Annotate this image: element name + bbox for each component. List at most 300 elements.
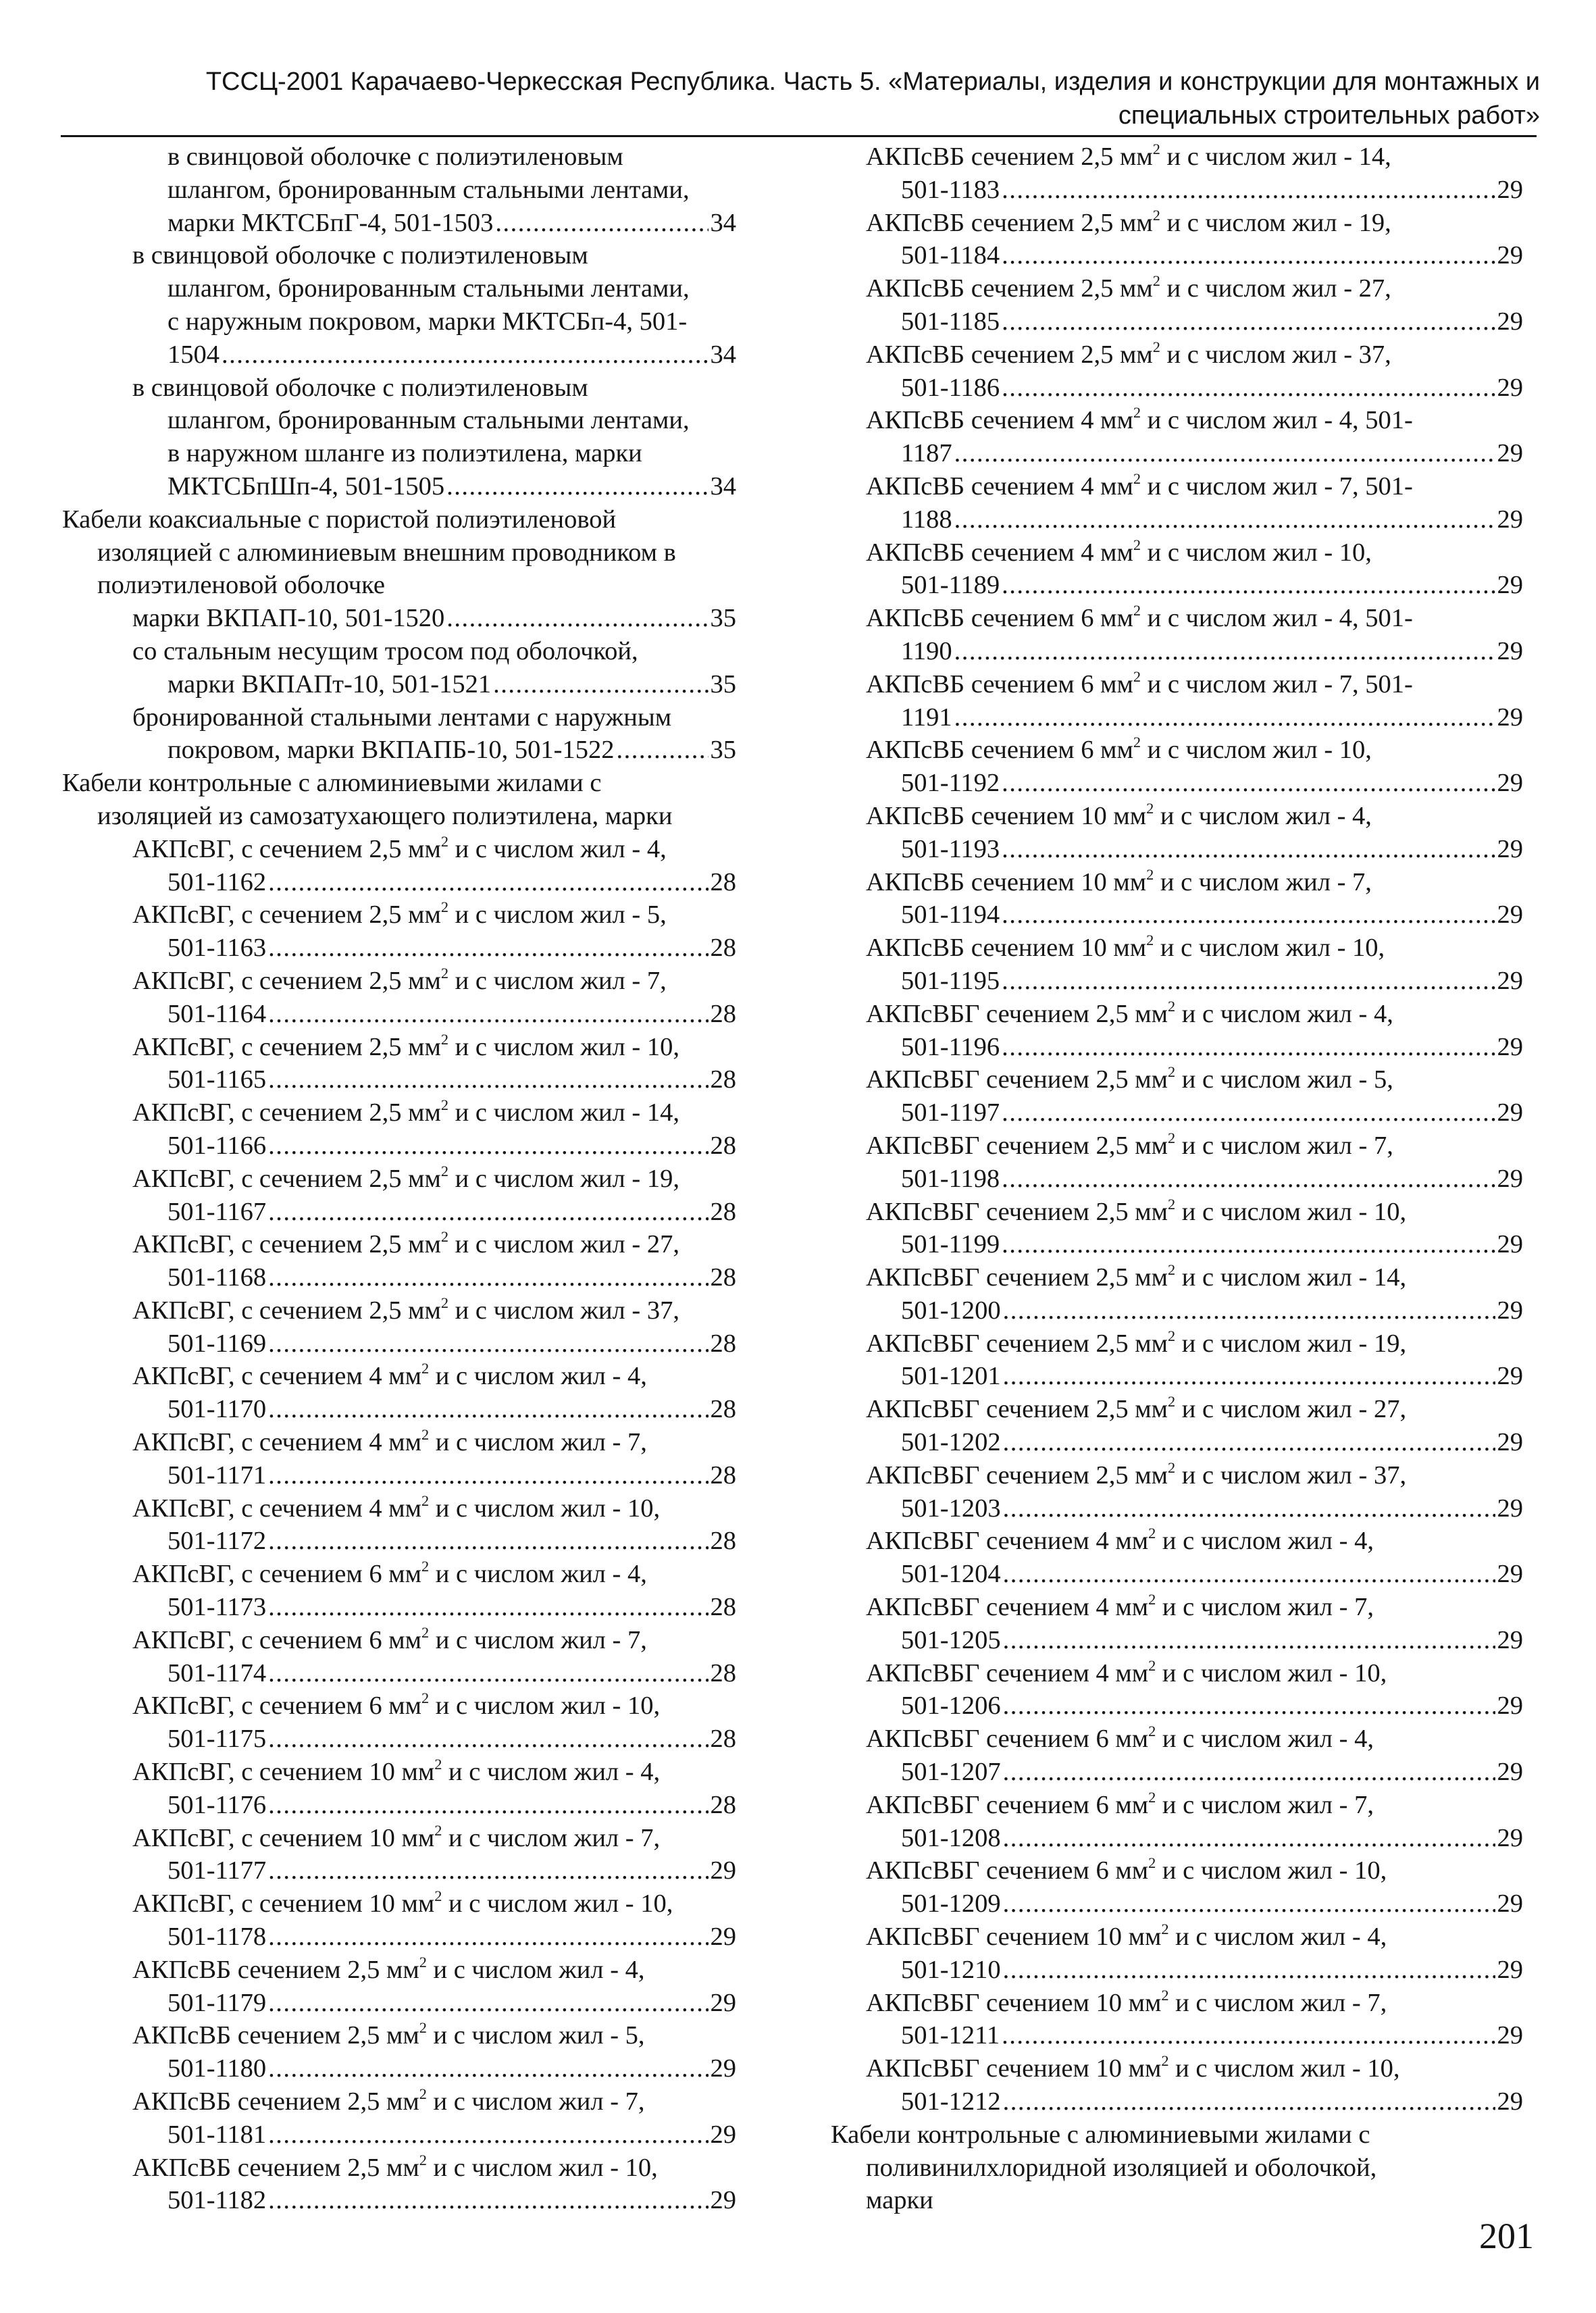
index-entry-line: [831, 338, 1523, 372]
index-entry-text: [901, 239, 1000, 272]
index-entry-text: [866, 1854, 1387, 1887]
superscript-exponent: 2: [434, 1755, 442, 1773]
index-page-ref: 29: [710, 2186, 736, 2215]
index-entry-text: [168, 1063, 266, 1096]
index-entry-line: [62, 2085, 736, 2118]
index-entry-text: [866, 470, 1413, 503]
entry-text: АКПсВГ, с сечением 4 мм: [132, 1362, 421, 1391]
index-page-ref: 29: [1497, 703, 1523, 732]
superscript-exponent: 2: [1133, 404, 1141, 422]
index-entry-line: [62, 470, 736, 503]
index-entry-text: [97, 536, 676, 569]
entry-text: АКПсВБ сечением 2,5 мм: [866, 274, 1153, 303]
dot-leader: [268, 1591, 708, 1624]
index-page-ref: 29: [1497, 1032, 1523, 1061]
index-entry-line: [831, 2052, 1523, 2085]
entry-text-continuation: и с числом жил - 7,: [442, 1823, 661, 1852]
entry-text-continuation: и с числом жил - 5,: [1175, 1065, 1393, 1094]
superscript-exponent: 2: [1133, 536, 1141, 553]
index-entry-text: [901, 503, 952, 536]
superscript-exponent: 2: [421, 1558, 430, 1575]
entry-text-continuation: и с числом жил - 27,: [448, 1230, 679, 1259]
index-entry-text: [132, 635, 638, 668]
entry-text: АКПсВБ сечением 4 мм: [866, 472, 1133, 501]
superscript-exponent: 2: [440, 1162, 449, 1179]
index-entry-line: [831, 767, 1523, 800]
dot-leader: [268, 1854, 708, 1887]
superscript-exponent: 2: [434, 1887, 442, 1905]
index-entry-text: [866, 1987, 1387, 2020]
index-entry-line: [831, 437, 1523, 470]
dot-leader: [1003, 1360, 1495, 1393]
index-entry-text: [168, 174, 690, 207]
index-entry-line: [62, 1228, 736, 1261]
index-entry-line: [831, 1228, 1523, 1261]
index-entry-text: [132, 1624, 647, 1657]
index-entry-text: [901, 1096, 1000, 1129]
entry-text: АКПсВГ, с сечением 2,5 мм: [132, 1164, 441, 1193]
entry-text: 501-1206: [901, 1692, 1001, 1721]
entry-text: АКПсВБ сечением 2,5 мм: [132, 2021, 419, 2050]
index-entry-text: [866, 602, 1413, 635]
index-page-ref: 29: [1497, 2021, 1523, 2050]
index-entry-text: [168, 207, 493, 240]
index-entry-line: [831, 2085, 1523, 2118]
index-page-ref: 29: [1497, 2087, 1523, 2116]
entry-text-continuation: и с числом жил - 7, 501-: [1140, 669, 1413, 698]
index-entry-line: [62, 1657, 736, 1690]
index-entry-line: [62, 503, 736, 536]
entry-text: 501-1200: [901, 1296, 1001, 1325]
index-page-ref: 29: [1497, 1560, 1523, 1589]
index-page-ref: 29: [710, 1856, 736, 1885]
superscript-exponent: 2: [1146, 932, 1154, 949]
entry-text-continuation: и с числом жил - 7,: [429, 1428, 647, 1457]
index-entry-line: [62, 668, 736, 701]
index-entry-line: [831, 1163, 1523, 1196]
entry-text: АКПсВГ, с сечением 10 мм: [132, 1823, 435, 1852]
entry-text: АКПсВБ сечением 2,5 мм: [132, 1955, 419, 1984]
entry-text-continuation: и с числом жил - 7,: [426, 2087, 645, 2116]
superscript-exponent: 2: [1148, 1723, 1156, 1740]
index-entry-line: [62, 239, 736, 272]
index-page-ref: 34: [710, 340, 736, 369]
index-entry-line: [62, 1129, 736, 1163]
entry-text: АКПсВБГ сечением 2,5 мм: [866, 1131, 1168, 1160]
entry-text: 501-1179: [168, 1988, 267, 2017]
index-entry-text: [901, 305, 1000, 338]
index-entry-text: [168, 2184, 266, 2217]
index-entry-line: [62, 2019, 736, 2052]
index-entry-text: [132, 1294, 679, 1327]
index-entry-line: [62, 174, 736, 207]
entry-text: АКПсВБ сечением 4 мм: [866, 406, 1133, 435]
index-entry-line: [62, 569, 736, 602]
entry-text-continuation: и с числом жил - 19,: [1160, 208, 1391, 237]
entry-text: АКПсВГ, с сечением 2,5 мм: [132, 1296, 441, 1325]
entry-text-continuation: и с числом жил - 4,: [1156, 1527, 1374, 1556]
index-entry-line: [831, 1723, 1523, 1756]
entry-text: 501-1198: [901, 1164, 1000, 1193]
index-entry-text: [168, 338, 220, 372]
index-entry-text: [866, 2152, 1376, 2185]
superscript-exponent: 2: [1133, 602, 1141, 619]
entry-text-continuation: и с числом жил - 4,: [429, 1362, 647, 1391]
index-page-ref: 28: [710, 1131, 736, 1160]
entry-text: 1187: [901, 439, 952, 468]
entry-text: 501-1203: [901, 1494, 1001, 1523]
superscript-exponent: 2: [1161, 2052, 1169, 2070]
superscript-exponent: 2: [1167, 1327, 1176, 1344]
entry-text: АКПсВГ, с сечением 6 мм: [132, 1692, 421, 1721]
index-entry-text: [168, 2052, 266, 2085]
superscript-exponent: 2: [1167, 1458, 1176, 1476]
index-entry-text: [132, 833, 667, 866]
index-entry-line: [62, 866, 736, 899]
index-entry-text: [901, 1756, 1001, 1789]
index-entry-text: [132, 1558, 647, 1591]
index-entry-line: [831, 1426, 1523, 1459]
superscript-exponent: 2: [1152, 140, 1160, 157]
index-entry-text: [866, 1591, 1374, 1624]
index-page-ref: 29: [710, 2054, 736, 2083]
entry-text: АКПсВБ сечением 2,5 мм: [132, 2087, 419, 2116]
index-entry-line: [831, 174, 1523, 207]
index-entry-text: [132, 1031, 679, 1064]
entry-text: 501-1181: [168, 2120, 267, 2149]
index-entry-text: [132, 2019, 645, 2052]
index-page-ref: 28: [710, 1460, 736, 1490]
superscript-exponent: 2: [421, 1492, 430, 1509]
index-entry-text: [866, 800, 1372, 833]
entry-text: изоляцией с алюминиевым внешним проводником в: [97, 538, 676, 567]
entry-text: АКПсВГ, с сечением 4 мм: [132, 1494, 421, 1523]
index-entry-text: [866, 1393, 1406, 1426]
entry-text: АКПсВБ сечением 6 мм: [866, 669, 1133, 698]
superscript-exponent: 2: [419, 2019, 427, 2037]
entry-text: МКТСБпШп-4, 501-1505: [168, 472, 445, 501]
index-entry-text: [132, 1163, 679, 1196]
superscript-exponent: 2: [1133, 734, 1141, 751]
entry-text-continuation: и с числом жил - 7,: [1156, 1593, 1374, 1622]
entry-text-continuation: и с числом жил - 10,: [1156, 1856, 1387, 1885]
dot-leader: [1002, 1096, 1495, 1129]
index-entry-text: [62, 767, 601, 800]
index-entry-text: [901, 1689, 1001, 1723]
index-entry-text: [168, 1129, 266, 1163]
index-entry-line: [831, 1854, 1523, 1887]
entry-text: полиэтиленовой оболочке: [97, 571, 385, 600]
index-entry-line: [831, 2118, 1523, 2152]
entry-text: АКПсВГ, с сечением 2,5 мм: [132, 1032, 441, 1061]
index-entry-line: [62, 602, 736, 635]
entry-text: 501-1202: [901, 1428, 1001, 1457]
index-entry-text: [866, 866, 1372, 899]
index-entry-line: [831, 965, 1523, 998]
index-entry-line: [62, 1954, 736, 1987]
index-entry-text: [132, 1954, 645, 1987]
superscript-exponent: 2: [1133, 667, 1141, 685]
running-header-line-2: специальных строительных работ»: [1118, 101, 1540, 130]
index-page-ref: 28: [710, 1263, 736, 1292]
index-entry-line: [62, 1294, 736, 1327]
index-entry-text: [866, 1261, 1406, 1294]
index-entry-text: [901, 2085, 1001, 2118]
entry-text: 501-1167: [168, 1197, 267, 1226]
index-page-ref: 29: [1497, 769, 1523, 798]
index-entry-line: [831, 602, 1523, 635]
entry-text-continuation: и с числом жил - 37,: [1160, 340, 1391, 369]
index-entry-text: [168, 932, 266, 965]
entry-text: Кабели контрольные с алюминиевыми жилами с: [831, 2120, 1370, 2149]
dot-leader: [954, 635, 1495, 668]
index-page-ref: 28: [710, 1658, 736, 1687]
index-entry-line: [62, 207, 736, 240]
dot-leader: [268, 1921, 708, 1954]
index-entry-line: [62, 338, 736, 372]
entry-text: АКПсВБГ сечением 2,5 мм: [866, 1197, 1168, 1226]
index-entry-line: [62, 998, 736, 1031]
index-entry-text: [901, 1954, 1001, 1987]
index-entry-line: [62, 1163, 736, 1196]
entry-text: 501-1163: [168, 934, 267, 963]
entry-text: 501-1162: [168, 867, 267, 896]
dot-leader: [954, 701, 1495, 734]
entry-text: АКПсВБ сечением 10 мм: [866, 934, 1147, 963]
entry-text: АКПсВБ сечением 6 мм: [866, 604, 1133, 633]
superscript-exponent: 2: [1148, 1854, 1156, 1872]
entry-text-continuation: и с числом жил - 27,: [1160, 274, 1391, 303]
index-entry-line: [62, 1789, 736, 1822]
dot-leader: [1002, 767, 1495, 800]
dot-leader: [446, 602, 708, 635]
index-entry-text: [901, 1360, 1001, 1393]
running-header: [61, 65, 1540, 132]
index-entry-line: [831, 2184, 1523, 2217]
index-page-ref: 29: [1497, 373, 1523, 402]
index-page-ref: 29: [1497, 175, 1523, 204]
dot-leader: [1002, 2019, 1495, 2052]
index-entry-text: [132, 701, 671, 734]
index-entry-line: [62, 1987, 736, 2020]
index-entry-line: [62, 635, 736, 668]
index-entry-line: [62, 2118, 736, 2152]
index-entry-line: [62, 1327, 736, 1361]
index-entry-text: [132, 898, 667, 932]
entry-text: АКПсВБГ сечением 4 мм: [866, 1593, 1149, 1622]
superscript-exponent: 2: [1167, 1261, 1176, 1279]
superscript-exponent: 2: [440, 1294, 449, 1311]
index-entry-line: [62, 1723, 736, 1756]
entry-text: в свинцовой оболочке с полиэтиленовым: [168, 143, 623, 171]
index-page-ref: 29: [1497, 1362, 1523, 1391]
index-entry-text: [901, 635, 952, 668]
superscript-exponent: 2: [440, 1228, 449, 1246]
dot-leader: [1003, 1689, 1495, 1723]
dot-leader: [268, 1987, 708, 2020]
index-entry-text: [132, 1426, 647, 1459]
dot-leader: [1003, 1624, 1495, 1657]
index-entry-text: [901, 701, 952, 734]
index-entry-line: [62, 767, 736, 800]
index-entry-text: [866, 1196, 1406, 1229]
index-entry-text: [168, 1723, 266, 1756]
entry-text-continuation: и с числом жил - 4, 501-: [1140, 406, 1413, 435]
dot-leader: [446, 470, 708, 503]
entry-text-continuation: и с числом жил - 5,: [448, 900, 667, 930]
index-entry-text: [901, 1887, 1001, 1921]
index-page-ref: 28: [710, 1527, 736, 1556]
index-entry-line: [831, 1822, 1523, 1855]
index-entry-text: [866, 1657, 1387, 1690]
superscript-exponent: 2: [419, 1953, 427, 1971]
dot-leader: [268, 2118, 708, 2152]
entry-text: 501-1193: [901, 834, 1000, 863]
entry-text: 501-1209: [901, 1889, 1001, 1918]
entry-text: АКПсВБГ сечением 2,5 мм: [866, 1460, 1168, 1490]
superscript-exponent: 2: [1133, 469, 1141, 487]
index-entry-text: [132, 965, 667, 998]
index-entry-line: [831, 1657, 1523, 1690]
index-page-ref: 29: [1497, 1164, 1523, 1193]
entry-text: 501-1204: [901, 1560, 1001, 1589]
entry-text: АКПсВБ сечением 10 мм: [866, 801, 1147, 830]
index-page-ref: 29: [1497, 241, 1523, 270]
index-entry-line: [831, 1624, 1523, 1657]
entry-text: АКПсВГ, с сечением 2,5 мм: [132, 900, 441, 930]
index-page-ref: 28: [710, 1065, 736, 1094]
dot-leader: [1003, 1887, 1495, 1921]
index-entry-text: [901, 174, 1000, 207]
index-entry-line: [62, 437, 736, 470]
entry-text-continuation: и с числом жил - 10,: [1175, 1197, 1407, 1226]
index-entry-text: [168, 1261, 266, 1294]
index-entry-line: [62, 404, 736, 437]
index-entry-line: [831, 866, 1523, 899]
entry-text: АКПсВБГ сечением 4 мм: [866, 1658, 1149, 1687]
entry-text: покровом, марки ВКПАПБ-10, 501-1522: [168, 736, 615, 765]
index-entry-text: [901, 2019, 1000, 2052]
superscript-exponent: 2: [1161, 1920, 1169, 1937]
index-entry-text: [866, 1063, 1393, 1096]
dot-leader: [1002, 1228, 1495, 1261]
entry-text: 501-1183: [901, 175, 1000, 204]
index-entry-text: [866, 141, 1391, 174]
index-entry-line: [62, 1921, 736, 1954]
entry-text-continuation: и с числом жил - 37,: [1175, 1460, 1407, 1490]
index-entry-text: [132, 602, 444, 635]
index-entry-line: [62, 1096, 736, 1129]
index-page-ref: 29: [710, 2120, 736, 2149]
entry-text: 501-1201: [901, 1362, 1001, 1391]
entry-text: 501-1184: [901, 241, 1000, 270]
entry-text: в свинцовой оболочке с полиэтиленовым: [132, 373, 588, 402]
index-entry-text: [168, 437, 642, 470]
index-entry-text: [168, 866, 266, 899]
dot-leader: [495, 207, 708, 240]
index-entry-text: [866, 1459, 1406, 1492]
index-entry-line: [62, 305, 736, 338]
index-entry-text: [132, 1756, 660, 1789]
entry-text-continuation: и с числом жил - 7,: [1154, 867, 1372, 896]
index-entry-line: [831, 1360, 1523, 1393]
index-entry-text: [866, 998, 1393, 1031]
index-entry-line: [831, 833, 1523, 866]
dot-leader: [954, 503, 1495, 536]
entry-text-continuation: и с числом жил - 10,: [1140, 736, 1372, 765]
index-entry-line: [62, 1031, 736, 1064]
entry-text: 501-1170: [168, 1395, 267, 1424]
index-page-ref: 29: [1497, 1889, 1523, 1918]
superscript-exponent: 2: [421, 1623, 430, 1641]
dot-leader: [268, 1393, 708, 1426]
entry-text-continuation: и с числом жил - 4,: [1154, 801, 1372, 830]
index-entry-text: [132, 1689, 660, 1723]
index-entry-text: [97, 569, 385, 602]
entry-text-continuation: и с числом жил - 7,: [1168, 1988, 1387, 2017]
entry-text: АКПсВБ сечением 4 мм: [866, 538, 1133, 567]
index-entry-line: [831, 1689, 1523, 1723]
index-entry-line: [62, 2152, 736, 2185]
dot-leader: [1003, 1954, 1495, 1987]
entry-text: АКПсВБГ сечением 6 мм: [866, 1725, 1149, 1754]
index-entry-line: [62, 1689, 736, 1723]
index-entry-line: [831, 668, 1523, 701]
entry-text: АКПсВБГ сечением 10 мм: [866, 1923, 1162, 1952]
entry-text-continuation: и с числом жил - 10,: [448, 1032, 679, 1061]
index-entry-text: [901, 437, 952, 470]
dot-leader: [1002, 965, 1495, 998]
index-entry-text: [132, 1096, 679, 1129]
entry-text-continuation: и с числом жил - 10,: [429, 1494, 661, 1523]
entry-text-continuation: и с числом жил - 4,: [442, 1758, 661, 1787]
dot-leader: [1002, 1163, 1495, 1196]
entry-text: 501-1169: [168, 1329, 267, 1358]
entry-text: 501-1199: [901, 1230, 1000, 1259]
index-entry-line: [62, 1360, 736, 1393]
superscript-exponent: 2: [1167, 1195, 1176, 1213]
index-page-ref: 29: [1497, 1098, 1523, 1127]
index-entry-line: [62, 800, 736, 833]
index-page-ref: 35: [710, 604, 736, 633]
dot-leader: [1002, 898, 1495, 932]
index-entry-line: [831, 701, 1523, 734]
index-entry-line: [62, 965, 736, 998]
index-entry-line: [831, 998, 1523, 1031]
entry-text: Кабели контрольные с алюминиевыми жилами с: [62, 769, 602, 798]
index-entry-line: [62, 2052, 736, 2085]
index-entry-text: [168, 404, 690, 437]
index-entry-line: [831, 1096, 1523, 1129]
entry-text: АКПсВБ сечением 2,5 мм: [132, 2153, 419, 2182]
entry-text-continuation: и с числом жил - 7,: [1175, 1131, 1393, 1160]
superscript-exponent: 2: [440, 898, 449, 916]
entry-text-continuation: и с числом жил - 10,: [1140, 538, 1372, 567]
index-entry-text: [132, 1822, 660, 1855]
index-column-left: [62, 141, 736, 2217]
entry-text-continuation: и с числом жил - 5,: [426, 2021, 645, 2050]
index-entry-text: [168, 272, 690, 305]
entry-text: АКПсВБГ сечением 2,5 мм: [866, 1329, 1168, 1358]
entry-text: 501-1164: [168, 999, 267, 1028]
entry-text: 501-1172: [168, 1527, 267, 1556]
entry-text-continuation: и с числом жил - 7,: [1156, 1790, 1374, 1819]
entry-text: марки ВКПАПт-10, 501-1521: [168, 669, 492, 698]
entry-text: бронированной стальными лентами с наружным: [132, 703, 672, 732]
entry-text: АКПсВГ, с сечением 2,5 мм: [132, 834, 441, 863]
index-entry-line: [62, 372, 736, 405]
index-page-ref: 29: [1497, 1230, 1523, 1259]
